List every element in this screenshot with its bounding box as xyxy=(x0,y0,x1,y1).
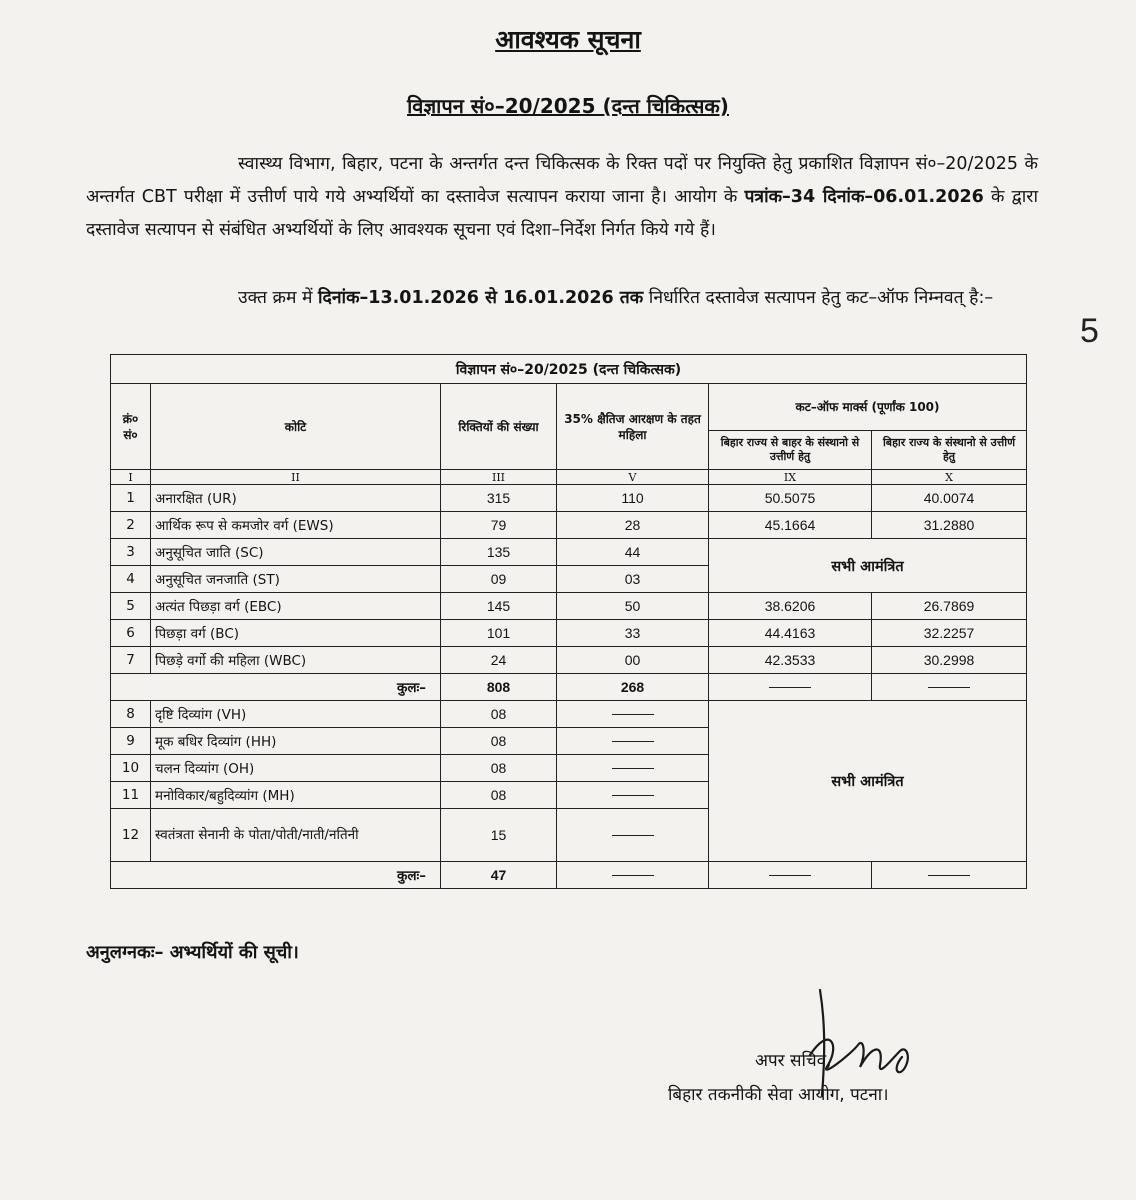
row-category: मूक बधिर दिव्यांग (HH) xyxy=(151,728,441,755)
row-women: 03 xyxy=(557,566,709,593)
row-sno: 2 xyxy=(111,512,151,539)
page-number: 5 xyxy=(1080,312,1099,350)
row-vacancies: 101 xyxy=(441,620,557,647)
header-sno: क्रं० सं० xyxy=(111,384,151,470)
row-women: 33 xyxy=(557,620,709,647)
total-row-1 xyxy=(111,674,1027,701)
signatory-office: बिहार तकनीकी सेवा आयोग, पटना। xyxy=(668,1085,889,1105)
row-sno: 4 xyxy=(111,566,151,593)
row-category: अत्यंत पिछड़ा वर्ग (EBC) xyxy=(151,593,441,620)
signatory-designation: अपर सचिव, xyxy=(755,1051,832,1071)
dash-cell xyxy=(557,755,709,782)
dash-mark xyxy=(612,795,654,796)
dash-mark xyxy=(928,875,970,876)
para1-letter-ref: पत्रांक–34 दिनांक–06.01.2026 xyxy=(744,187,984,207)
all-invited-sc-st: सभी आमंत्रित xyxy=(709,539,1027,593)
row-sno: 7 xyxy=(111,647,151,674)
header-vacancies: रिक्तियों की संख्या xyxy=(441,384,557,470)
row-vacancies: 24 xyxy=(441,647,557,674)
para1-text-b: के द्वारा दस्तावेज सत्यापन से संबंधित अभ्यर्थियों के लिए आवश्यक सूचना एवं दिशा–निर्देश निर्गत किये गये हैं। xyxy=(86,187,1038,240)
total-vacancies: 808 xyxy=(441,674,557,701)
para1-text-a: स्वास्थ्य विभाग, बिहार, पटना के अन्तर्गत दन्त चिकित्सक के रिक्त पदों पर नियुक्ति हेतु प्रकाशित विज्ञापन सं०–20/2025 के अन्तर्गत CBT परीक्षा में उत्तीर्ण पाये गये अभ्यर्थियों का दस्तावेज सत्यापन कराया जाना है। आयोग के xyxy=(86,154,1038,207)
para2-text-b: निर्धारित दस्तावेज सत्यापन हेतु कट–ऑफ निम्नवत् है:– xyxy=(643,288,994,308)
table-row xyxy=(111,485,1027,512)
row-cutoff-outside: 42.3533 xyxy=(709,647,872,674)
row-cutoff-inside: 31.2880 xyxy=(872,512,1027,539)
row-cutoff-inside: 30.2998 xyxy=(872,647,1027,674)
dash-cell xyxy=(557,701,709,728)
roman-cell: II xyxy=(151,470,441,485)
row-sno: 5 xyxy=(111,593,151,620)
row-vacancies: 08 xyxy=(441,728,557,755)
row-sno: 9 xyxy=(111,728,151,755)
annexure-note: अनुलग्नकः– अभ्यर्थियों की सूची। xyxy=(86,942,299,963)
dash-cell xyxy=(872,674,1027,701)
notice-title: आवश्यक सूचना xyxy=(495,25,641,54)
total-women: 268 xyxy=(557,674,709,701)
row-sno: 10 xyxy=(111,755,151,782)
notice-paragraph-1 xyxy=(86,148,1038,247)
row-cutoff-outside: 50.5075 xyxy=(709,485,872,512)
dash-cell xyxy=(709,862,872,889)
header-inside-bihar: बिहार राज्य के संस्थानो से उत्तीर्ण हेतु xyxy=(872,431,1027,470)
row-vacancies: 09 xyxy=(441,566,557,593)
roman-cell: III xyxy=(441,470,557,485)
row-cutoff-inside: 26.7869 xyxy=(872,593,1027,620)
dash-cell xyxy=(557,809,709,862)
row-category: पिछड़े वर्गो की महिला (WBC) xyxy=(151,647,441,674)
row-cutoff-outside: 38.6206 xyxy=(709,593,872,620)
row-category: मनोविकार/बहुदिव्यांग (MH) xyxy=(151,782,441,809)
cutoff-table xyxy=(110,354,1027,889)
row-category: आर्थिक रूप से कमजोर वर्ग (EWS) xyxy=(151,512,441,539)
dash-mark xyxy=(612,768,654,769)
dash-mark xyxy=(769,875,811,876)
row-cutoff-inside: 40.0074 xyxy=(872,485,1027,512)
row-category: अनुसूचित जाति (SC) xyxy=(151,539,441,566)
row-women: 110 xyxy=(557,485,709,512)
row-sno: 1 xyxy=(111,485,151,512)
roman-cell: V xyxy=(557,470,709,485)
row-category: स्वतंत्रता सेनानी के पोता/पोती/नाती/नतिनी xyxy=(151,809,441,862)
row-vacancies: 315 xyxy=(441,485,557,512)
roman-cell: IX xyxy=(709,470,872,485)
row-sno: 8 xyxy=(111,701,151,728)
notice-paragraph-2 xyxy=(86,282,1038,315)
roman-cell: I xyxy=(111,470,151,485)
total-label: कुलः– xyxy=(111,674,441,701)
advertisement-subtitle: विज्ञापन सं०–20/2025 (दन्त चिकित्सक) xyxy=(407,94,729,118)
row-vacancies: 79 xyxy=(441,512,557,539)
table-row xyxy=(111,701,1027,728)
dash-mark xyxy=(769,687,811,688)
total-vacancies: 47 xyxy=(441,862,557,889)
row-vacancies: 08 xyxy=(441,755,557,782)
dash-cell xyxy=(557,862,709,889)
dash-cell xyxy=(557,782,709,809)
header-cutoff-marks: कट–ऑफ मार्क्स (पूर्णांक 100) xyxy=(709,384,1027,431)
row-category: पिछड़ा वर्ग (BC) xyxy=(151,620,441,647)
row-sno: 11 xyxy=(111,782,151,809)
row-category: दृष्टि दिव्यांग (VH) xyxy=(151,701,441,728)
row-sno: 6 xyxy=(111,620,151,647)
row-vacancies: 08 xyxy=(441,701,557,728)
table-row xyxy=(111,647,1027,674)
row-vacancies: 135 xyxy=(441,539,557,566)
roman-cell: X xyxy=(872,470,1027,485)
row-sno: 3 xyxy=(111,539,151,566)
dash-mark xyxy=(928,687,970,688)
row-cutoff-outside: 44.4163 xyxy=(709,620,872,647)
row-women: 28 xyxy=(557,512,709,539)
row-cutoff-outside: 45.1664 xyxy=(709,512,872,539)
table-row xyxy=(111,539,1027,566)
header-women-reservation: 35% क्षैतिज आरक्षण के तहत महिला xyxy=(557,384,709,470)
row-women: 44 xyxy=(557,539,709,566)
row-women: 50 xyxy=(557,593,709,620)
row-vacancies: 08 xyxy=(441,782,557,809)
dash-cell xyxy=(709,674,872,701)
row-sno: 12 xyxy=(111,809,151,862)
row-vacancies: 145 xyxy=(441,593,557,620)
dash-cell xyxy=(557,728,709,755)
roman-numeral-row xyxy=(111,470,1027,485)
para2-text-a: उक्त क्रम में xyxy=(238,288,319,308)
row-vacancies: 15 xyxy=(441,809,557,862)
header-outside-bihar: बिहार राज्य से बाहर के संस्थानो से उत्तीर्ण हेतु xyxy=(709,431,872,470)
total-label: कुलः– xyxy=(111,862,441,889)
row-category: अनारक्षित (UR) xyxy=(151,485,441,512)
header-category: कोटि xyxy=(151,384,441,470)
dash-mark xyxy=(612,714,654,715)
table-row xyxy=(111,512,1027,539)
table-row xyxy=(111,593,1027,620)
row-category: अनुसूचित जनजाति (ST) xyxy=(151,566,441,593)
row-cutoff-inside: 32.2257 xyxy=(872,620,1027,647)
para2-date-range: दिनांक–13.01.2026 से 16.01.2026 तक xyxy=(318,288,644,308)
dash-mark xyxy=(612,835,654,836)
dash-cell xyxy=(872,862,1027,889)
row-women: 00 xyxy=(557,647,709,674)
dash-mark xyxy=(612,741,654,742)
total-row-2 xyxy=(111,862,1027,889)
table-caption: विज्ञापन सं०–20/2025 (दन्त चिकित्सक) xyxy=(111,355,1027,384)
all-invited-disability: सभी आमंत्रित xyxy=(709,701,1027,862)
dash-mark xyxy=(612,875,654,876)
row-category: चलन दिव्यांग (OH) xyxy=(151,755,441,782)
table-row xyxy=(111,620,1027,647)
